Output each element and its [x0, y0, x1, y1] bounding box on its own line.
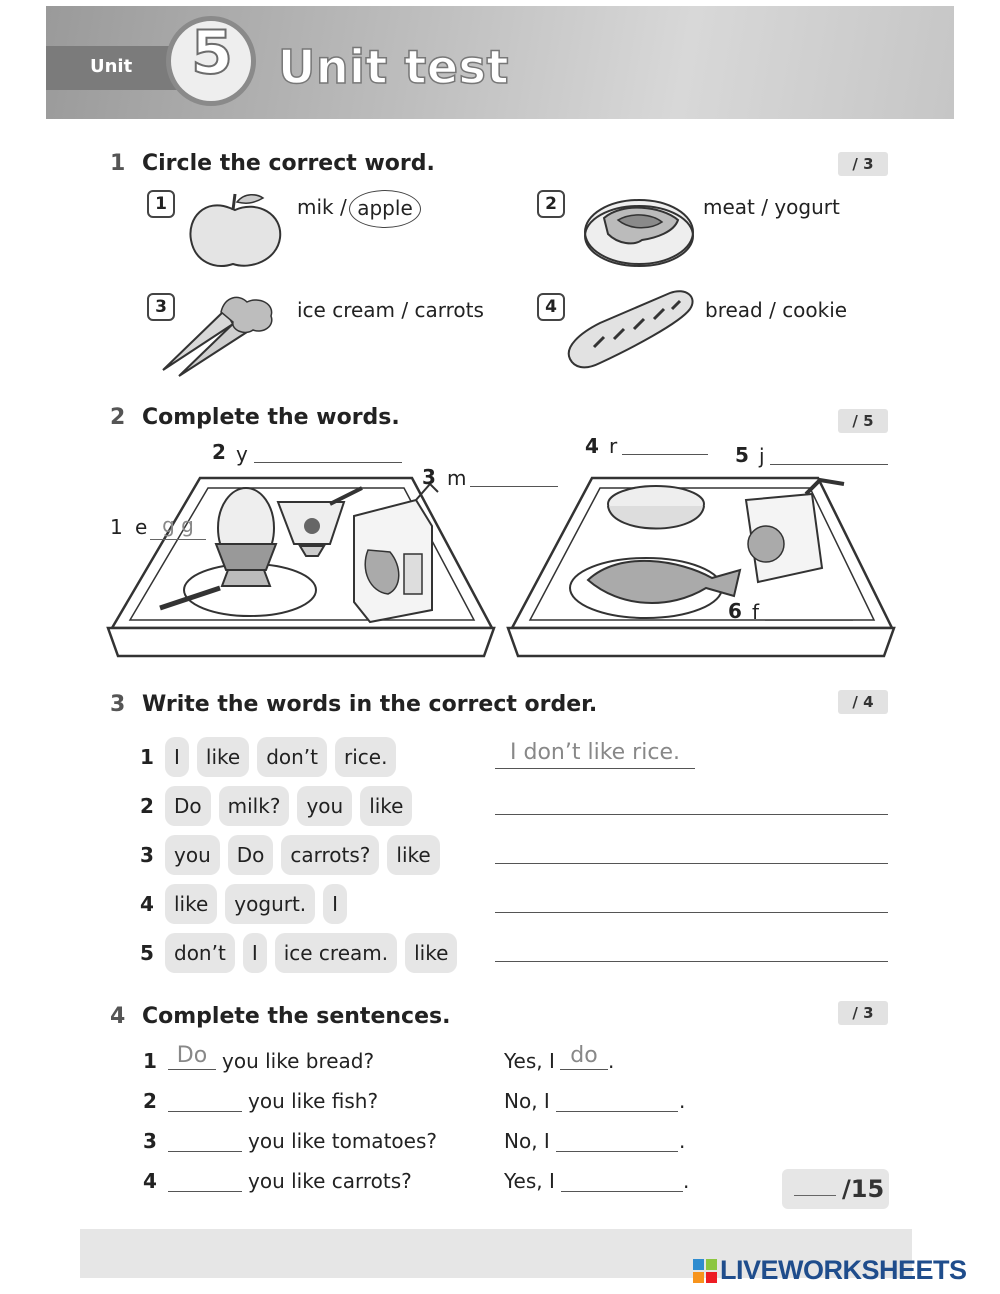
word-chip[interactable]: carrots? [281, 835, 379, 875]
section4-title: Complete the sentences. [142, 1004, 451, 1029]
word-chip[interactable]: yogurt. [225, 884, 315, 924]
word-chip[interactable]: like [197, 737, 249, 777]
s4-row1-number: 1 [143, 1049, 157, 1073]
word-chip[interactable]: like [360, 786, 412, 826]
s3-row5-answer-line[interactable] [495, 935, 888, 962]
s4-row2-end: . [679, 1089, 686, 1113]
s3-row3-words [165, 835, 448, 875]
s4-row3-number: 3 [143, 1129, 157, 1153]
s3-row5-words [165, 933, 465, 973]
s4-row2-reply-line[interactable] [556, 1085, 678, 1112]
word-chip[interactable]: you [165, 835, 220, 875]
label5-answer-line[interactable] [770, 438, 888, 465]
word-chip[interactable]: Do [165, 786, 211, 826]
word-chip[interactable]: don’t [165, 933, 235, 973]
word-chip[interactable]: don’t [257, 737, 327, 777]
label6-answer-line[interactable] [765, 594, 853, 621]
s3-row2-number: 2 [140, 794, 154, 818]
label5-number: 5 [735, 443, 749, 467]
page-title: Unit test [278, 40, 509, 94]
word-chip[interactable]: rice. [335, 737, 396, 777]
s4-row4-question: you like carrots? [248, 1169, 412, 1193]
s3-row5-number: 5 [140, 941, 154, 965]
word-chip[interactable]: milk? [219, 786, 290, 826]
carrots-picture [155, 290, 280, 378]
label4-start: r [609, 434, 618, 458]
section4-score: / 3 [838, 1001, 888, 1025]
item1-option-b-circled[interactable]: apple [349, 190, 421, 228]
s4-row3-end: . [679, 1129, 686, 1153]
apple-picture [185, 190, 285, 270]
label3-start: m [447, 466, 467, 490]
s3-row2-answer-line[interactable] [495, 788, 888, 815]
section1-title: Circle the correct word. [142, 151, 435, 176]
label6-number: 6 [728, 599, 742, 623]
s3-row1-words [165, 737, 404, 777]
s4-row2-number: 2 [143, 1089, 157, 1113]
bread-picture [560, 287, 700, 375]
word-chip[interactable]: you [297, 786, 352, 826]
item3-number: 3 [147, 293, 175, 321]
section3-score: / 4 [838, 690, 888, 714]
s4-row1-question: you like bread? [222, 1049, 375, 1073]
s3-row4-answer-line[interactable] [495, 886, 888, 913]
s3-row1-number: 1 [140, 745, 154, 769]
unit-number: 5 [191, 18, 233, 88]
word-chip[interactable]: Do [228, 835, 274, 875]
s4-row1-question-answer[interactable]: Do [168, 1043, 216, 1070]
s4-row4-question-line[interactable] [168, 1165, 242, 1192]
s4-row4-end: . [683, 1169, 690, 1193]
item3-options: ice cream / carrots [297, 298, 484, 322]
label1-start: e [135, 515, 148, 539]
item4-options: bread / cookie [705, 298, 848, 322]
s3-row4-words [165, 884, 355, 924]
s4-row1-end: . [608, 1049, 615, 1073]
label1-answer[interactable]: g g [150, 513, 206, 540]
section3-number: 3 [110, 692, 126, 717]
s3-row4-number: 4 [140, 892, 154, 916]
label3-answer-line[interactable] [470, 460, 558, 487]
s4-row4-number: 4 [143, 1169, 157, 1193]
item2-options: meat / yogurt [703, 195, 840, 219]
section4-number: 4 [110, 1004, 126, 1029]
total-score-label: /15 [842, 1175, 885, 1203]
item1-option-a: mik / [297, 195, 347, 219]
section2-number: 2 [110, 405, 126, 430]
meat-picture [582, 188, 700, 270]
s3-row2-words [165, 786, 420, 826]
label3-number: 3 [422, 465, 436, 489]
section2-score: / 5 [838, 409, 888, 433]
section2-title: Complete the words. [142, 405, 400, 430]
section1-score: / 3 [838, 152, 888, 176]
s4-row4-reply-line[interactable] [561, 1165, 683, 1192]
word-chip[interactable]: I [323, 884, 347, 924]
section1-number: 1 [110, 151, 126, 176]
word-chip[interactable]: like [405, 933, 457, 973]
word-chip[interactable]: ice cream. [275, 933, 397, 973]
item2-number: 2 [537, 190, 565, 218]
s4-row3-reply-line[interactable] [556, 1125, 678, 1152]
unit-label: Unit [90, 56, 133, 77]
s4-row2-question: you like fish? [248, 1089, 379, 1113]
header-banner [46, 6, 954, 119]
s4-row3-question-line[interactable] [168, 1125, 242, 1152]
item4-number: 4 [537, 293, 565, 321]
s4-row2-reply: No, I [504, 1089, 550, 1113]
footer-brand[interactable]: LIVEWORKSHEETS [720, 1255, 967, 1285]
s4-row2-question-line[interactable] [168, 1085, 242, 1112]
s4-row3-reply: No, I [504, 1129, 550, 1153]
liveworksheets-logo-icon [693, 1259, 717, 1283]
s4-row1-reply: Yes, I [504, 1049, 555, 1073]
label5-start: j [759, 444, 765, 468]
s4-row4-reply: Yes, I [504, 1169, 555, 1193]
label2-answer-line[interactable] [254, 436, 402, 463]
s3-row3-answer-line[interactable] [495, 837, 888, 864]
label6-start: f [752, 600, 760, 624]
word-chip[interactable]: I [243, 933, 267, 973]
label4-answer-line[interactable] [622, 428, 708, 455]
label2-start: y [236, 442, 248, 466]
section3-title: Write the words in the correct order. [142, 692, 598, 717]
s4-row3-question: you like tomatoes? [248, 1129, 437, 1153]
s4-row1-reply-answer[interactable]: do [560, 1043, 608, 1070]
label4-number: 4 [585, 434, 599, 458]
word-chip[interactable]: like [165, 884, 217, 924]
trays-illustration [100, 470, 900, 665]
total-score-line[interactable] [794, 1195, 836, 1196]
word-chip[interactable]: I [165, 737, 189, 777]
label1-number: 1 [110, 515, 123, 539]
s3-row1-answer[interactable]: I don’t like rice. [495, 740, 695, 769]
item1-number: 1 [147, 190, 175, 218]
word-chip[interactable]: like [387, 835, 439, 875]
total-score-box [782, 1169, 889, 1209]
s3-row3-number: 3 [140, 843, 154, 867]
label2-number: 2 [212, 440, 226, 464]
